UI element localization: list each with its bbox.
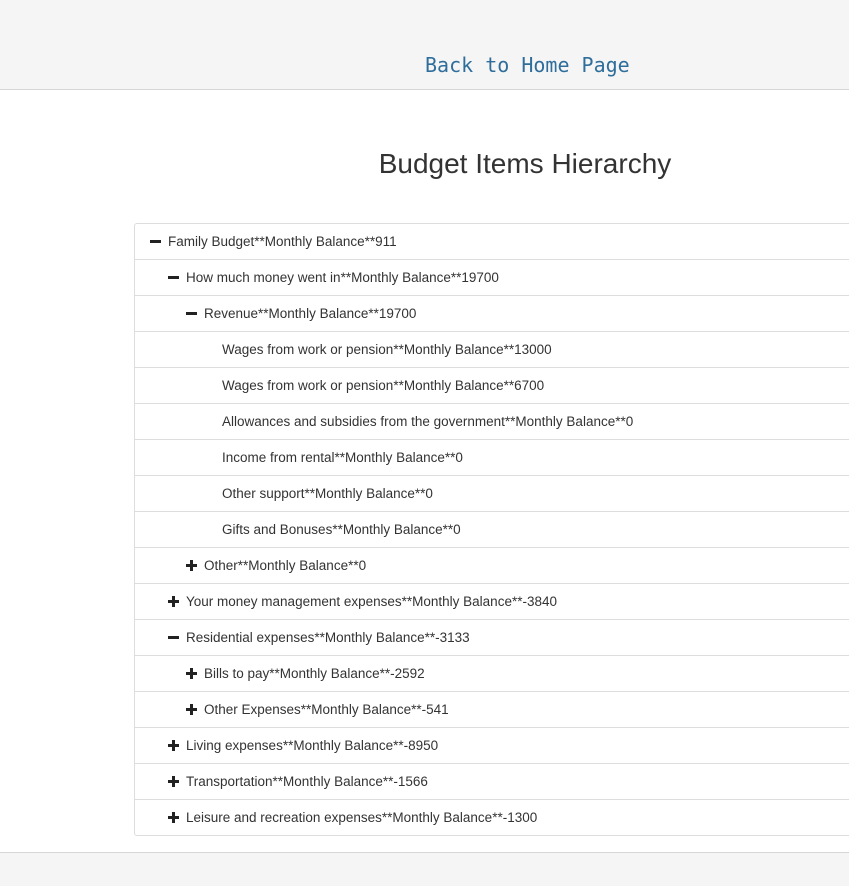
tree-node-label: Gifts and Bonuses**Monthly Balance**0	[222, 522, 461, 537]
tree-node[interactable]	[135, 224, 849, 260]
top-navbar	[0, 0, 849, 90]
tree-node[interactable]	[135, 368, 849, 404]
expand-plus-icon[interactable]	[186, 704, 198, 716]
collapse-minus-icon[interactable]	[150, 236, 162, 248]
collapse-minus-icon[interactable]	[186, 308, 198, 320]
budget-tree	[134, 223, 849, 836]
tree-node[interactable]	[135, 800, 849, 835]
expand-plus-icon[interactable]	[168, 812, 180, 824]
tree-node-label: Other Expenses**Monthly Balance**-541	[204, 702, 449, 717]
tree-node-label: How much money went in**Monthly Balance**19700	[186, 270, 499, 285]
back-to-home-link[interactable]: Back to Home Page	[425, 53, 630, 77]
expand-plus-icon[interactable]	[168, 596, 180, 608]
tree-node[interactable]	[135, 404, 849, 440]
tree-node[interactable]	[135, 260, 849, 296]
tree-node-label: Residential expenses**Monthly Balance**-3133	[186, 630, 470, 645]
tree-node[interactable]	[135, 332, 849, 368]
expand-plus-icon[interactable]	[186, 560, 198, 572]
tree-node-label: Allowances and subsidies from the government**Monthly Balance**0	[222, 414, 634, 429]
tree-node[interactable]	[135, 692, 849, 728]
page-title: Budget Items Hierarchy	[378, 148, 672, 179]
tree-node-label: Your money management expenses**Monthly Balance**-3840	[186, 594, 557, 609]
tree-node[interactable]	[135, 512, 849, 548]
tree-node[interactable]	[135, 620, 849, 656]
tree-node[interactable]	[135, 764, 849, 800]
tree-node-label: Income from rental**Monthly Balance**0	[222, 450, 463, 465]
collapse-minus-icon[interactable]	[168, 632, 180, 644]
expand-plus-icon[interactable]	[168, 776, 180, 788]
expand-plus-icon[interactable]	[186, 668, 198, 680]
tree-node[interactable]	[135, 440, 849, 476]
tree-node-label: Living expenses**Monthly Balance**-8950	[186, 738, 439, 753]
expand-plus-icon[interactable]	[168, 740, 180, 752]
tree-node[interactable]	[135, 656, 849, 692]
tree-node-label: Wages from work or pension**Monthly Balance**6700	[222, 378, 545, 393]
tree-node-label: Transportation**Monthly Balance**-1566	[186, 774, 428, 789]
tree-node-label: Leisure and recreation expenses**Monthly Balance**-1300	[186, 810, 538, 825]
tree-node[interactable]	[135, 728, 849, 764]
tree-node[interactable]	[135, 476, 849, 512]
tree-node[interactable]	[135, 548, 849, 584]
footer-bar	[0, 852, 849, 886]
collapse-minus-icon[interactable]	[168, 272, 180, 284]
tree-node-label: Family Budget**Monthly Balance**911	[168, 234, 397, 249]
tree-node-label: Revenue**Monthly Balance**19700	[204, 306, 417, 321]
tree-node-label: Wages from work or pension**Monthly Balance**13000	[222, 342, 552, 357]
tree-node[interactable]	[135, 296, 849, 332]
tree-node[interactable]	[135, 584, 849, 620]
tree-node-label: Other support**Monthly Balance**0	[222, 486, 433, 501]
tree-node-label: Other**Monthly Balance**0	[204, 558, 367, 573]
tree-node-label: Bills to pay**Monthly Balance**-2592	[204, 666, 425, 681]
